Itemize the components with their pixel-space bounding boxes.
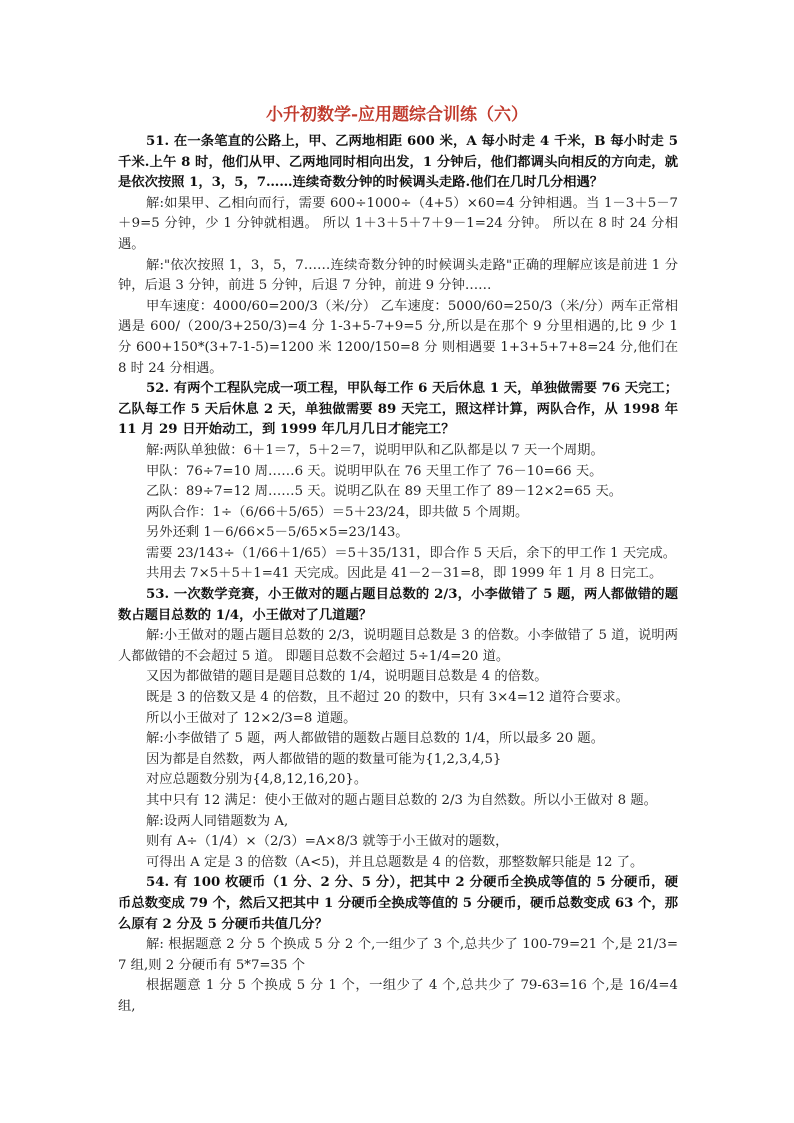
solution-paragraph: 共用去 7×5＋5＋1=41 天完成。因此是 41－2－31=8，即 1999 年 1 月 8 日完工。 xyxy=(146,566,663,582)
solution-paragraph: 解:如果甲、乙相向而行，需要 600÷1000÷（4+5）×60=4 分钟相遇。当 1－3＋5－7＋9=5 分钟，少 1 分钟就相遇。 所以 1＋3＋5＋7＋9－1=24 分钟。 所以在 8 时 24 分相遇。 xyxy=(118,195,678,252)
solution-paragraph: 又因为都做错的题目是题目总数的 1/4，说明题目总数是 4 的倍数。 xyxy=(146,669,548,685)
solution-paragraph: 甲车速度：4000/60=200/3（米/分） 乙车速度：5000/60=250/3（米/分）两车正常相遇是 600/（200/3+250/3)=4 分 1-3+5-7+9=5 分,所以是在那个 9 分里相遇的,比 9 少 1 分 600+150*(3+7-1-5)=1200 米 1200/150=8 分 则相遇要 1+3+5+7+8=24 分,他们在 8 时 24 分相遇。 xyxy=(118,298,678,376)
solution-paragraph: 两队合作：1÷（6/66＋5/65）＝5＋23/24，即共做 5 个周期。 xyxy=(146,504,529,520)
solution-paragraph: 解: 根据题意 2 分 5 个换成 5 分 2 个,一组少了 3 个,总共少了 100-79=21 个,是 21/3=7 组,则 2 分硬币有 5*7=35 个 xyxy=(118,937,678,973)
solution-paragraph: 解:设两人同错题数为 A, xyxy=(146,813,289,829)
document-body xyxy=(118,132,678,1018)
solution-paragraph: 其中只有 12 满足：使小王做对的题占题目总数的 2/3 为自然数。所以小王做对 8 题。 xyxy=(146,793,657,808)
solution-paragraph: 可得出 A 定是 3 的倍数（A<5)，并且总题数是 4 的倍数，那整数解只能是 12 了。 xyxy=(146,854,644,870)
solution-paragraph: 甲队：76÷7=10 周……6 天。说明甲队在 76 天里工作了 76－10=66 天。 xyxy=(146,463,603,479)
question-paragraph: 53. 一次数学竞赛，小王做对的题占题目总数的 2/3，小李做错了 5 题，两人都做错的题数占题目总数的 1/4，小王做对了几道题？ xyxy=(118,587,678,623)
solution-paragraph: 则有 A÷（1/4）×（2/3）=A×8/3 就等于小王做对的题数， xyxy=(146,834,509,850)
solution-paragraph: 因为都是自然数，两人都做错的题的数量可能为{1,2,3,4,5} xyxy=(146,751,502,767)
solution-paragraph: 所以小王做对了 12×2/3=8 道题。 xyxy=(146,710,357,726)
solution-paragraph: 对应总题数分别为{4,8,12,16,20}。 xyxy=(146,772,368,788)
solution-paragraph: 另外还剩 1－6/66×5－5/65×5=23/143。 xyxy=(146,525,409,541)
solution-paragraph: 根据题意 1 分 5 个换成 5 分 1 个，一组少了 4 个,总共少了 79-63=16 个,是 16/4=4 组, xyxy=(118,978,678,1014)
question-paragraph: 51. 在一条笔直的公路上，甲、乙两地相距 600 米，A 每小时走 4 千米，B 每小时走 5 千米.上午 8 时，他们从甲、乙两地同时相向出发，1 分钟后，他们都调头向相反的方向走，就是依次按照 1，3，5，7……连续奇数分钟的时候调头走路.他们在几时几分相遇？ xyxy=(118,134,678,191)
page-title: 小升初数学-应用题综合训练（六） xyxy=(265,105,529,125)
solution-paragraph: 既是 3 的倍数又是 4 的倍数，且不超过 20 的数中，只有 3×4=12 道符合要求。 xyxy=(146,690,629,706)
solution-paragraph: 乙队：89÷7=12 周……5 天。说明乙队在 89 天里工作了 89－12×2=65 天。 xyxy=(146,484,623,500)
solution-paragraph: 需要 23/143÷（1/66＋1/65）＝5＋35/131，即合作 5 天后，余下的甲工作 1 天完成。 xyxy=(146,545,677,561)
solution-paragraph: 解:小王做对的题占题目总数的 2/3，说明题目总数是 3 的倍数。小李做错了 5 道，说明两人都做错的不会超过 5 道。 即题目总数不会超过 5÷1/4=20 道。 xyxy=(118,628,678,664)
solution-paragraph: 解:两队单独做：6＋1＝7，5＋2＝7，说明甲队和乙队都是以 7 天一个周期。 xyxy=(146,442,604,458)
solution-paragraph: 解:小李做错了 5 题，两人都做错的题数占题目总数的 1/4，所以最多 20 题。 xyxy=(146,731,605,747)
solution-paragraph: 解:"依次按照 1，3，5，7……连续奇数分钟的时候调头走路"正确的理解应该是前进 1 分钟，后退 3 分钟，前进 5 分钟，后退 7 分钟，前进 9 分钟…… xyxy=(118,257,678,294)
question-paragraph: 54. 有 100 枚硬币（1 分、2 分、5 分），把其中 2 分硬币全换成等值的 5 分硬币，硬币总数变成 79 个，然后又把其中 1 分硬币全换成等值的 5 分硬币，硬币总数变成 63 个，那么原有 2 分及 5 分硬币共值几分？ xyxy=(118,875,678,932)
question-paragraph: 52. 有两个工程队完成一项工程，甲队每工作 6 天后休息 1 天，单独做需要 76 天完工；乙队每工作 5 天后休息 2 天，单独做需要 89 天完工，照这样计算，两队合作，从 1998 年 11 月 29 日开始动工，到 1999 年几月几日才能完工？ xyxy=(118,381,678,438)
